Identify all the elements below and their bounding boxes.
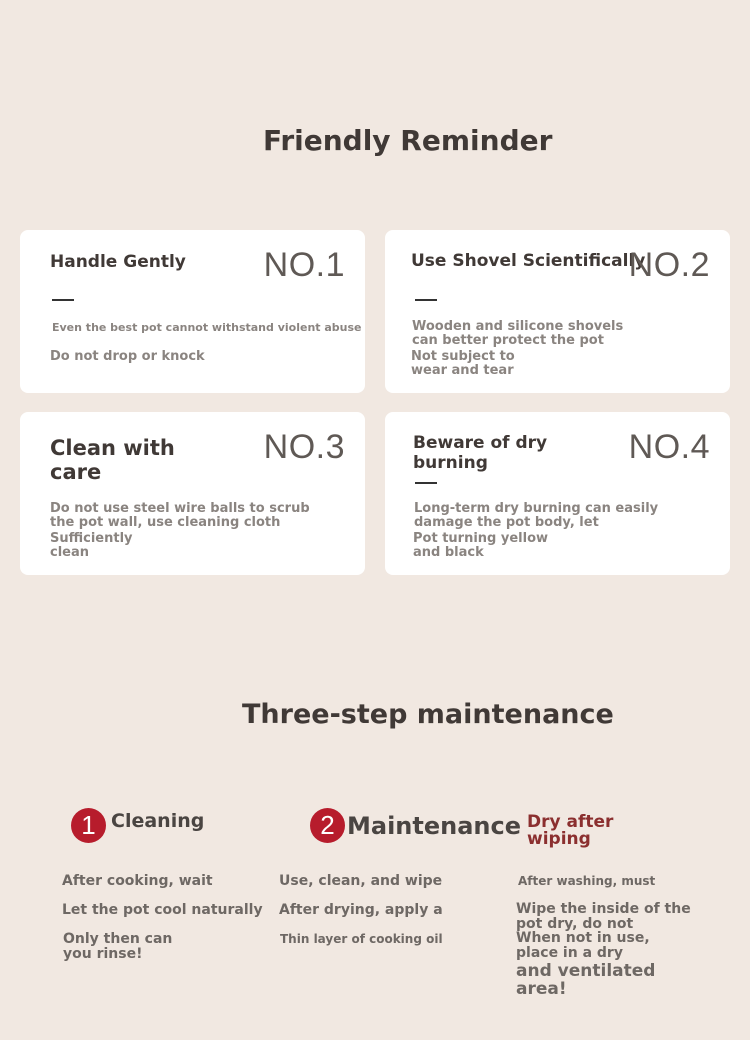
card-title: Clean with care xyxy=(50,436,175,485)
reminder-card-3 xyxy=(20,412,365,575)
card-number: NO.3 xyxy=(263,428,345,466)
step-text: and ventilated area! xyxy=(516,961,656,999)
step-text: Use, clean, and wipe xyxy=(279,873,443,889)
divider-dash xyxy=(52,299,74,301)
friendly-reminder-title: Friendly Reminder xyxy=(263,124,553,157)
divider-dash xyxy=(415,482,437,484)
step-text: After cooking, wait xyxy=(62,873,213,889)
card-number: NO.1 xyxy=(263,246,345,284)
card-text: Even the best pot cannot withstand violent abuse xyxy=(52,321,362,334)
step-number-badge: 2 xyxy=(310,808,345,843)
reminder-card-2 xyxy=(385,230,730,393)
card-title: Use Shovel Scientifically xyxy=(411,251,646,271)
divider-dash xyxy=(415,299,437,301)
reminder-card-4 xyxy=(385,412,730,575)
step-text: Thin layer of cooking oil xyxy=(280,932,443,946)
step-label: Cleaning xyxy=(111,810,205,832)
card-text: Pot turning yellow and black xyxy=(413,531,549,561)
reminder-card-1 xyxy=(20,230,365,393)
step-text: Let the pot cool naturally xyxy=(62,902,263,918)
maintenance-title: Three-step maintenance xyxy=(242,699,614,730)
step-label: Dry after wiping xyxy=(527,812,614,849)
step-text: Wipe the inside of the pot dry, do not xyxy=(516,901,691,932)
card-text: Long-term dry burning can easily damage the pot body, let xyxy=(414,501,659,531)
step-label: Maintenance xyxy=(347,812,522,840)
card-text: Do not drop or knock xyxy=(50,349,205,364)
card-text: Do not use steel wire balls to scrub the pot wall, use cleaning cloth xyxy=(50,501,310,531)
card-number: NO.2 xyxy=(628,246,710,284)
card-title: Beware of dry burning xyxy=(413,433,548,473)
card-number: NO.4 xyxy=(628,428,710,466)
card-text: Not subject to wear and tear xyxy=(411,349,515,379)
step-text: After washing, must xyxy=(518,874,656,888)
step-text: When not in use, place in a dry xyxy=(516,930,650,961)
step-text: After drying, apply a xyxy=(279,902,443,918)
card-text: Sufficiently clean xyxy=(50,531,133,561)
card-text: Wooden and silicone shovels can better protect the pot xyxy=(412,319,624,349)
card-title: Handle Gently xyxy=(50,252,186,272)
step-number-badge: 1 xyxy=(71,808,106,843)
step-text: Only then can you rinse! xyxy=(63,931,173,962)
